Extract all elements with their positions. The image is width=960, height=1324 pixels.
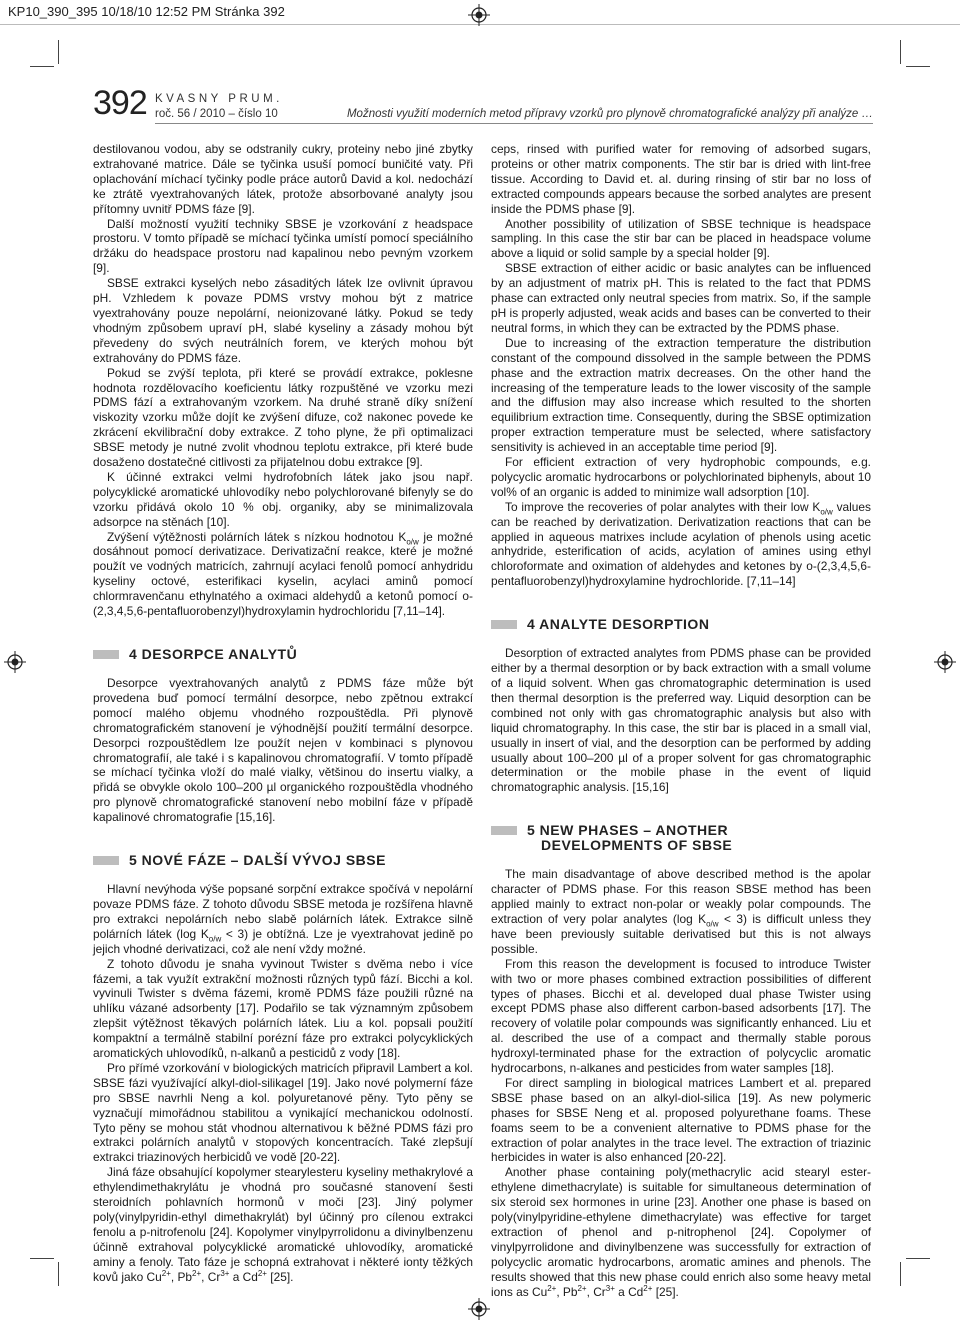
left-column — [93, 142, 473, 1285]
slug-text: KP10_390_395 10/18/10 12:52 PM Stránka 392 — [8, 4, 285, 19]
crop-mark — [900, 1262, 901, 1286]
paragraph: Due to increasing of the extraction temperature the distribution constant of the compound dissolved in the sample between the PDMS phase and the extraction matrix decreases. On the other hand the increasing of the temperature leads to the lower viscosity of the sample and the diffusion may also increase which resulted to the shorten equilibrium extraction time. Consequently, during the SBSE optimization proper extraction temperature must be selected, where satisfactory sensitivity is achieved in an acceptable time period [9]. — [491, 335, 871, 455]
heading-bar — [491, 620, 517, 629]
paragraph: The main disadvantage of above described method is the apolar character of PDMS phase. For this reason SBSE method has been applied mainly to extract non-polar or weakly polar compounds. The extraction of very polar analytes (log $K_{o/w} < 3$) is difficult unless they have been previously suitable derivatised but this is not always possible. — [491, 867, 871, 956]
crop-mark — [900, 40, 901, 64]
section-heading — [491, 617, 871, 632]
section-heading — [93, 853, 473, 868]
paragraph: Another possibility of utilization of SBSE technique is headspace sampling. In this case the stir bar can be placed in headspace volume above a liquid or solid sample by a special holder [9]. — [491, 216, 871, 261]
header-rule — [155, 123, 873, 124]
crop-mark — [30, 66, 54, 67]
paragraph: For direct sampling in biological matrices Lambert et al. prepared SBSE phase based on an alkyl-diol-silica [19]. As new polymeric phases for SBSE Neng et al. proposed polyurethane foams. These foams seem to be a convenient alternative to PDMS phase for the extraction of polar analytes in the trace level. The extraction of triazinic herbicides in water is also enhanced [20-22]. — [491, 1075, 871, 1165]
volume-info: roč. 56 / 2010 – číslo 10 — [155, 108, 278, 120]
paragraph: Hlavní nevýhoda výše popsané sorpční extrakce spočívá v nepolární povaze PDMS fáze. Z tohoto důvodu SBSE metoda je rozšířena hlavně pro extrakci nepolárních nebo slabě polárních látek. Extrakce silně polárních látek (log $K_{o/w} < 3$) je obtížná. Lze je vyextrahovat jedině po jejich vhodné derivatizaci, což ale není vždy možné. — [93, 882, 473, 956]
heading-bar — [93, 650, 119, 659]
paragraph: ceps, rinsed with purified water for removing of adsorbed sugars, proteins or other matrix components. The stir bar is dried with lint-free tissue. According to David et. al. during rinsing of stir bar no loss of extracted compounds appears because the sorbed analytes are present inside the PDMS phase [9]. — [491, 142, 871, 216]
registration-mark-icon — [4, 651, 26, 673]
paragraph: destilovanou vodou, aby se odstranily cukry, proteiny nebo jiné zbytky extrahované matrice. Dále se tyčinka usuší pomocí buničité vaty. Při oplachování míchací tyčinky podle práce autorů David a kol. nedochází ke ztrátě vyextrahovaných látek, protože absorbované analyty jsou přítomny uvnitř PDMS fáze [9]. — [93, 142, 473, 216]
paragraph: K účinné extrakci velmi hydrofobních látek jako jsou např. polycyklické aromatické uhlovodíky nebo polychlorované bifenyly se do vzorku přidává okolo 10 % obj. organiky, aby se minimalizovala adsorpce na stěnách [10]. — [93, 469, 473, 529]
registration-mark-icon — [468, 4, 490, 26]
paragraph: SBSE extraction of either acidic or basic analytes can be influenced by an adjustment of matrix pH. This is related to the fact that PDMS phase can extracted only neutral species from matrix. So, if the sample pH is properly adjusted, weak acids and bases can be converted to their neutral forms, in which they can be extracted by the PDMS phase. — [491, 261, 871, 335]
paragraph: SBSE extrakci kyselých nebo zásaditých látek lze ovlivnit úpravou pH. Vzhledem k povaze PDMS vrstvy mohou být z matrice vyextrahovány pouze nepolární, neionizované látky. Pokud se tedy vhodným způsobem upraví pH, slabé kyseliny a zásady mohou být převedeny do svých neutrálních forem, ve kterých mohou být extrahovány do PDMS fáze. — [93, 276, 473, 365]
heading-bar — [93, 856, 119, 865]
paragraph: For efficient extraction of very hydrophobic compounds, e.g. polycyclic aromatic hydrocarbons or polychlorinated biphenyls, about 10 vol% of an organic is added to minimize wall adsorption [10]. — [491, 455, 871, 499]
journal-name: KVASNY PRUM. — [155, 93, 283, 105]
heading-text: 5 NOVÉ FÁZE – DALŠÍ VÝVOJ SBSE — [129, 852, 386, 869]
crop-mark — [906, 1258, 930, 1259]
right-column — [491, 142, 871, 1300]
paragraph: Pokud se zvýší teplota, při které se provádí extrakce, poklesne hodnota rozdělovacího koeficientu látky rozpuštěné ve vzorku mezi PDMS fází a extrahovaným vzorkem. Na druhé straně díky snížení viskozity vzorku může dojít ke zvýšení difuze, což nakonec povede ke zkrácení ekvilibrační doby extrakce. Z toho plyne, že při optimalizaci SBSE metody je nutné zvolit vhodnou teplotu extrakce, při které bude dosaženo dostatečné citlivosti za přijatelnou dobu extrakce [9]. — [93, 365, 473, 470]
paragraph: Zvýšení výtěžnosti polárních látek s nízkou hodnotou $K_{o/w}$ je možné dosáhnout pomocí derivatizace. Derivatizační reakce, které je možné použít ve vodných matricích, zahrnují acylaci fenolů pomocí anhydridu kyseliny octové, esterifikaci kyselin, acylaci aminů pomocí chlormravenčanu ethylnatého a oximaci aldehydů a ketonů pomocí o-(2,3,4,5,6-pentafluorobenzyl)hydroxylamin hydrochloridu [7,11–14]. — [93, 529, 473, 619]
registration-mark-icon — [468, 1298, 490, 1320]
heading-bar — [491, 826, 517, 835]
section-heading — [491, 823, 871, 853]
section-heading — [93, 647, 473, 662]
paragraph: Another phase containing poly(methacrylic acid stearyl ester-ethylene dimethacrylate) is suitable for simultaneous determination of six steroid sex hormones in urine [23]. Another one phase is based on poly(vinylpyridine-ethylene dimethacrylate) was effective for target extraction of phenol and p-nitrophenol [24]. Copolymer of vinylpyrrolidone and divinylbenzene was successfully for extraction of polycyclic aromatic hydrocarbons, aromatic amines and phenols. The results showed that this new phase could enrich also some heavy metal ions as $Cu^{2+}$, $Pb^{2+}$, $Cr^{3+}$ a $Cd^{2+}$ [25]. — [491, 1165, 871, 1299]
registration-mark-icon — [934, 651, 956, 673]
paragraph: From this reason the development is focused to introduce Twister with two or more phases combined extraction possibilities of different types of phases. Bicchi et al. developed dual phase Twister using except PDMS phase also different carbon-based adsorbents [17]. The recovery of volatile polar compounds was significantly enhanced. Liu et al. described the use of a compact and thermally stable porous hydroxyl-terminated phase for the extraction of polycyclic aromatic hydrocarbons, n-alkanes and pesticides from water samples [18]. — [491, 956, 871, 1076]
heading-text: 5 NEW PHASES – ANOTHER DEVELOPMENTS OF SBSE — [527, 822, 733, 854]
crop-mark — [30, 1258, 54, 1259]
paragraph: To improve the recoveries of polar analytes with their low $K_{o/w}$ values can be reached by derivatization. Derivatization reactions that can be applied in aqueous matrixes include acylation of phenols using acetic anhydride, esterification of acids, acylation of amines using ethyl chloroformate and oximation of aldehydes and ketones by o-(2,3,4,5,6-pentafluorobenzyl)hydroxylamine hydrochloride. [7,11–14] — [491, 499, 871, 589]
running-header — [93, 86, 873, 126]
crop-mark — [58, 40, 59, 64]
paragraph: Jiná fáze obsahující kopolymer stearylesteru kyseliny methakrylové a ethylendimethakrylátu je vhodná pro současné stanovení šesti steroidních pohlavních hormonů v moči [23]. Jiný polymer poly(vinylpyridin-ethyl dimethakrylát) byl účinný pro cílenou extrakci fenolu a p-nitrofenolu [24]. Kopolymer vinylpyrrolidonu a divinylbenzenu účinně extrahoval polycyklické aromatické uhlovodíky, aromatické aminy a fenoly. Tato fáze je schopná extrahovat i některé ionty těžkých kovů jako $Cu^{2+}$, $Pb^{2+}$, $Cr^{3+}$ a $Cd^{2+}$ [25]. — [93, 1165, 473, 1284]
running-title: Možnosti využití moderních metod přípravy vzorků pro plynově chromatografické analýzy při analýze … — [346, 108, 873, 120]
page-number: 392 — [93, 84, 147, 122]
crop-mark — [906, 66, 930, 67]
crop-mark — [58, 1262, 59, 1286]
heading-text: 4 DESORPCE ANALYTŮ — [129, 646, 298, 662]
paragraph: Z tohoto důvodu je snaha vyvinout Twister s dvěma nebo i více fázemi, a tak využít extrakční možnosti různých typů fází. Bicchi a kol. vyvinuli Twister s dvěma fázemi, kromě PDMS fáze použili různé na uhlíku vázané adsorbenty [17]. Podařilo se tak významným způsobem zlepšit výtěžnost těkavých polárních látek. Liu a kol. popsali použití kompaktní a termálně stabilní porézní fáze pro extrakci polycyklických aromatických uhlovodíků, n-alkanů a pesticidů z vody [18]. — [93, 956, 473, 1061]
paragraph: Desorption of extracted analytes from PDMS phase can be provided either by a thermal desorption or by back extraction with a small volume of a liquid solvent. When gas chromatographic determination is used then thermal desorption is the preferred way. Liquid desorption can be combined not only with gas chromatographic analysis but also with liquid chromatography. In this case, the stir bar is placed in a small vial, usually in insert of vial, and the desorption can be performed by adding usually about 100–200 µl of a proper solvent for gas chromatographic determination or the mobile phase in the event of liquid chromatographic analysis. [15,16] — [491, 646, 871, 795]
paragraph: Další možností využití techniky SBSE je vzorkování z headspace prostoru. V tomto případě se míchací tyčinka umístí pomocí speciálního držáku do headspace prostoru nad kapalinou nebo pevným vzorkem [9]. — [93, 216, 473, 276]
heading-text: 4 ANALYTE DESORPTION — [527, 616, 710, 633]
paragraph: Desorpce vyextrahovaných analytů z PDMS fáze může být provedena buď pomocí termální desorpce, nebo zpětnou extrakcí pomocí malého objemu vhodného rozpouštědla. Při plynově chromatografickém stanovení je výhodnější použití termální desorpce. Desorpci rozpouštědlem lze použít nejen v kombinaci s plynovou chromatografií, ale také i s kapalinovou chromatografií. V tomto případě se míchací tyčinka vloží do malé vialky, většinou do insertu vialky, a přidá se obvykle okolo 100–200 µl organického rozpouštědla vhodného pro plynově chromatografické stanovení nebo mobilní fáze v případě kapalinové chromatografie [15,16]. — [93, 676, 473, 825]
paragraph: Pro přímé vzorkování v biologických matricích připravil Lambert a kol. SBSE fázi využívající alkyl-diol-silikagel [19]. Jako nové polymerní fáze pro SBSE navrhli Neng a kol. polyuretanové pěny. Tyto pěny se vyznačují mimořádnou stabilitou a vynikající mechanickou odolností. Tyto pěny se mohou stát vhodnou alternativou k běžné PDMS fázi pro extrakci polárních analytů v stopových koncentracích. Také zlepšují extrakci triazinových herbicidů ve vodě [20-22]. — [93, 1060, 473, 1165]
